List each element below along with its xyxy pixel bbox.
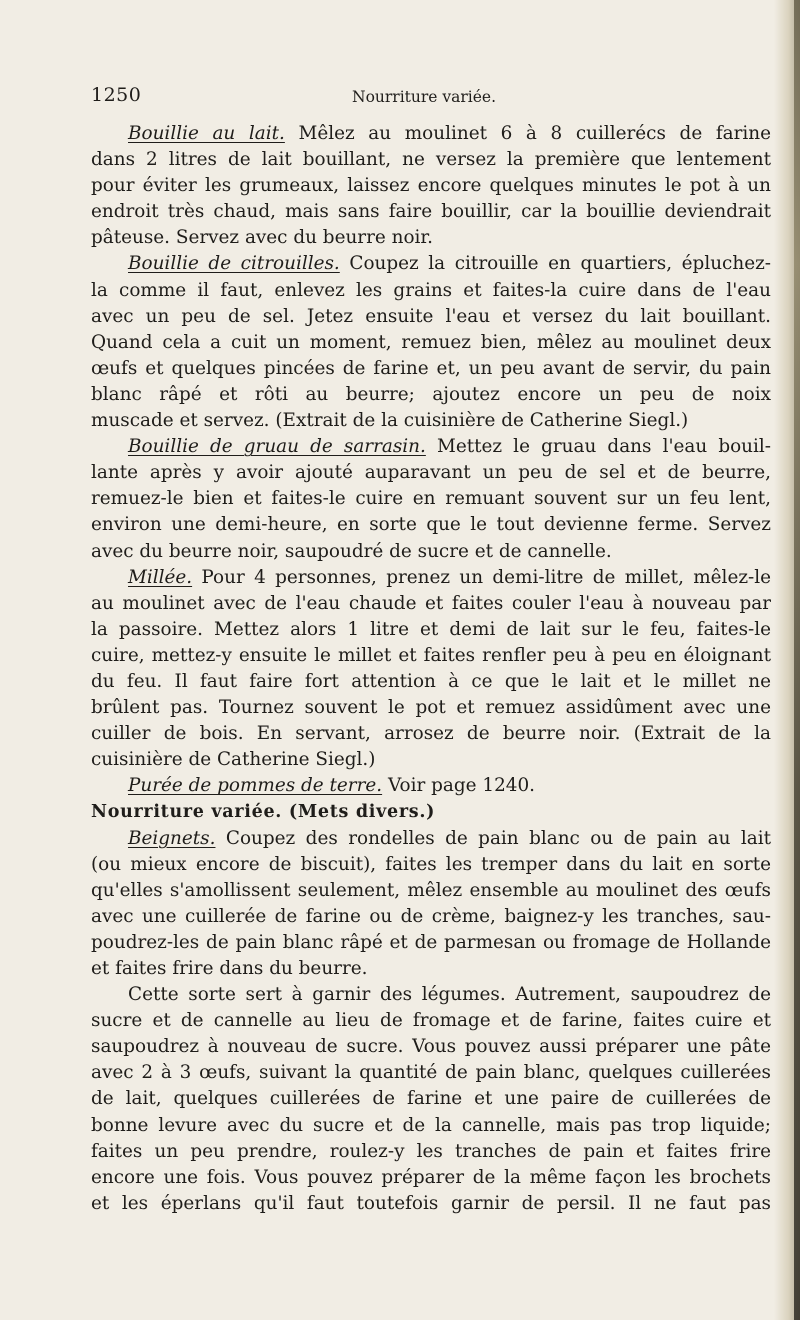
text-line bbox=[91, 852, 771, 878]
running-title: Nourriture variée. bbox=[352, 88, 497, 106]
text-line bbox=[91, 1165, 771, 1191]
line-text: cuire, mettez-y ensuite le millet et faites renfler peu à peu en éloignant bbox=[91, 644, 771, 666]
line-text: encore une fois. Vous pouvez préparer de la même façon les brochets bbox=[91, 1166, 771, 1188]
recipe-title: Purée de pommes de terre. bbox=[128, 775, 383, 797]
line-text: avec du beurre noir, saupoudré de sucre et de cannelle. bbox=[91, 540, 612, 562]
recipe-title: Beignets. bbox=[128, 827, 216, 849]
line-text: (ou mieux encore de biscuit), faites les tremper dans du lait en sorte bbox=[91, 853, 771, 875]
text-line bbox=[91, 826, 771, 852]
text-line bbox=[91, 721, 771, 747]
line-text: poudrez-les de pain blanc râpé et de parmesan ou fromage de Hollande bbox=[91, 931, 771, 953]
text-line bbox=[91, 1086, 771, 1112]
line-text: Cette sorte sert à garnir des légumes. Autrement, saupoudrez de bbox=[128, 984, 771, 1006]
text-line bbox=[91, 904, 771, 930]
line-text: Quand cela a cuit un moment, remuez bien, mêlez au moulinet deux bbox=[91, 331, 771, 353]
line-text: Pour 4 personnes, prenez un demi-litre de millet, mêlez-le bbox=[192, 566, 771, 588]
line-text: et les éperlans qu'il faut toutefois garnir de persil. Il ne faut pas bbox=[91, 1192, 771, 1214]
line-text: lante après y avoir ajouté auparavant un peu de sel et de beurre, bbox=[91, 462, 771, 484]
line-text: du feu. Il faut faire fort attention à ce que le lait et le millet ne bbox=[91, 670, 771, 692]
line-text: cuiller de bois. En servant, arrosez de beurre noir. (Extrait de la bbox=[91, 723, 771, 745]
text-line bbox=[91, 695, 771, 721]
line-text: avec 2 à 3 œufs, suivant la quantité de pain blanc, quelques cuillerées bbox=[91, 1062, 771, 1084]
line-text: pour éviter les grumeaux, laissez encore quelques minutes le pot à un bbox=[91, 175, 771, 197]
text-line bbox=[91, 147, 771, 173]
page-edge bbox=[794, 0, 800, 1320]
line-text: endroit très chaud, mais sans faire bouillir, car la bouillie deviendrait bbox=[91, 201, 771, 223]
text-line bbox=[91, 643, 771, 669]
text-line bbox=[91, 956, 771, 982]
text-line bbox=[91, 278, 771, 304]
line-text: pâteuse. Servez avec du beurre noir. bbox=[91, 227, 434, 249]
line-text: faites un peu prendre, roulez-y les tranches de pain et faites frire bbox=[91, 1140, 771, 1162]
text-line bbox=[91, 591, 771, 617]
text-line bbox=[91, 486, 771, 512]
section-heading-line bbox=[91, 799, 771, 825]
line-text: environ une demi-heure, en sorte que le tout devienne ferme. Servez bbox=[91, 514, 771, 536]
text-line bbox=[91, 617, 771, 643]
line-text: au moulinet avec de l'eau chaude et faites couler l'eau à nouveau par bbox=[91, 592, 771, 614]
text-line bbox=[91, 747, 771, 773]
text-line bbox=[91, 408, 771, 434]
line-text: avec une cuillerée de farine ou de crème, baignez-y les tranches, sau- bbox=[91, 905, 771, 927]
recipe-title: Bouillie au lait. bbox=[128, 123, 285, 144]
line-text: œufs et quelques pincées de farine et, un peu avant de servir, du pain bbox=[91, 357, 771, 379]
line-text: Coupez des rondelles de pain blanc ou de pain au lait bbox=[215, 827, 771, 849]
text-line bbox=[91, 121, 771, 147]
recipe-title: Millée. bbox=[128, 566, 193, 588]
recipe-title: Bouillie de gruau de sarrasin. bbox=[128, 436, 426, 458]
line-text: Mettez le gruau dans l'eau bouil- bbox=[425, 436, 771, 458]
line-text: remuez-le bien et faites-le cuire en remuant souvent sur un feu lent, bbox=[91, 488, 771, 510]
text-line bbox=[91, 773, 771, 799]
text-line bbox=[91, 1060, 771, 1086]
line-text: Mêlez au moulinet 6 à 8 cuillerécs de farine bbox=[284, 123, 771, 144]
body-text bbox=[91, 121, 771, 1217]
text-line bbox=[91, 460, 771, 486]
line-text: saupoudrez à nouveau de sucre. Vous pouvez aussi préparer une pâte bbox=[91, 1036, 771, 1058]
text-line bbox=[91, 669, 771, 695]
line-text: bonne levure avec du sucre et de la cannelle, mais pas trop liquide; bbox=[91, 1114, 771, 1136]
recipe-title: Bouillie de citrouilles. bbox=[128, 253, 340, 275]
text-line bbox=[91, 304, 771, 330]
line-text: cuisinière de Catherine Siegl.) bbox=[91, 749, 376, 771]
text-line bbox=[91, 878, 771, 904]
line-text: Voir page 1240. bbox=[382, 775, 536, 797]
line-text: dans 2 litres de lait bouillant, ne versez la première que lentement bbox=[91, 149, 771, 171]
line-text: de lait, quelques cuillerées de farine et une paire de cuillerées de bbox=[91, 1088, 771, 1110]
text-line bbox=[91, 382, 771, 408]
page-number: 1250 bbox=[91, 84, 142, 106]
text-line bbox=[91, 330, 771, 356]
line-text: la comme il faut, enlevez les grains et faites-la cuire dans de l'eau bbox=[91, 279, 771, 301]
line-text: qu'elles s'amollissent seulement, mêlez ensemble au moulinet des œufs bbox=[91, 879, 771, 901]
line-text: Coupez la citrouille en quartiers, épluchez- bbox=[339, 253, 771, 275]
line-text: la passoire. Mettez alors 1 litre et demi de lait sur le feu, faites-le bbox=[91, 618, 771, 640]
text-line bbox=[91, 539, 771, 565]
line-text: brûlent pas. Tournez souvent le pot et remuez assidûment avec une bbox=[91, 697, 771, 719]
text-line bbox=[91, 565, 771, 591]
text-line bbox=[91, 1191, 771, 1217]
text-line bbox=[91, 1034, 771, 1060]
text-line bbox=[91, 199, 771, 225]
page-header bbox=[91, 84, 771, 114]
line-text: sucre et de cannelle au lieu de fromage et de farine, faites cuire et bbox=[91, 1010, 771, 1032]
text-line bbox=[91, 173, 771, 199]
line-text: muscade et servez. (Extrait de la cuisinière de Catherine Siegl.) bbox=[91, 410, 689, 432]
text-line bbox=[91, 1113, 771, 1139]
text-line bbox=[91, 512, 771, 538]
line-text: blanc râpé et rôti au beurre; ajoutez encore un peu de noix bbox=[91, 383, 771, 405]
section-heading: Nourriture variée. (Mets divers.) bbox=[91, 802, 436, 823]
text-line bbox=[91, 930, 771, 956]
line-text: et faites frire dans du beurre. bbox=[91, 958, 368, 979]
text-line bbox=[91, 982, 771, 1008]
text-line bbox=[91, 434, 771, 460]
text-line bbox=[91, 1008, 771, 1034]
text-line bbox=[91, 1139, 771, 1165]
line-text: avec un peu de sel. Jetez ensuite l'eau et versez du lait bouillant. bbox=[91, 305, 771, 327]
text-line bbox=[91, 225, 771, 251]
text-line bbox=[91, 356, 771, 382]
text-line bbox=[91, 251, 771, 277]
